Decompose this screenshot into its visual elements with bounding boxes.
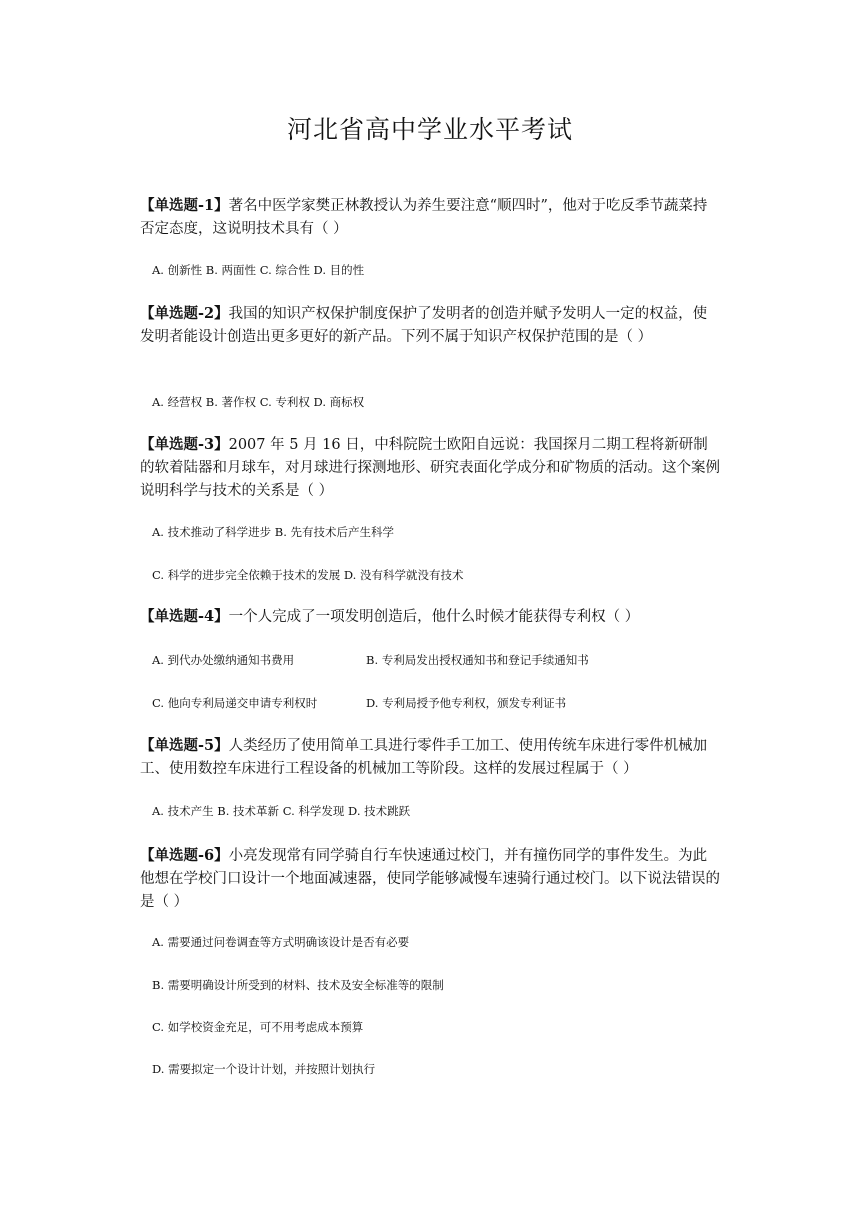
question-6-option-c: C. 如学校资金充足，可不用考虑成本预算 xyxy=(152,1020,364,1034)
question-5-options: A. 技术产生 B. 技术革新 C. 科学发现 D. 技术跳跃 xyxy=(152,804,411,818)
question-tag: 【单选题-6】 xyxy=(140,847,229,864)
question-tag: 【单选题-4】 xyxy=(140,608,229,625)
question-4-option-c: C. 他向专利局递交申请专利权时 xyxy=(152,696,318,710)
question-text: 著名中医学家樊正林教授认为养生要注意“顺四时”，他对于吃反季节蔬菜持否定态度，这说明技术具有（ ） xyxy=(140,198,708,237)
question-text: 人类经历了使用简单工具进行零件手工加工、使用传统车床进行零件机械加工、使用数控车床进行工程设备的机械加工等阶段。这样的发展过程属于（ ） xyxy=(140,738,708,777)
question-tag: 【单选题-3】 xyxy=(140,436,229,453)
question-6 xyxy=(140,844,720,914)
question-6-option-a: A. 需要通过问卷调查等方式明确该设计是否有必要 xyxy=(152,935,410,949)
question-tag: 【单选题-2】 xyxy=(140,305,229,322)
page-title: 河北省高中学业水平考试 xyxy=(286,115,573,144)
question-3-options-2: C. 科学的进步完全依赖于技术的发展 D. 没有科学就没有技术 xyxy=(152,568,464,582)
question-text: 一个人完成了一项发明创造后，他什么时候才能获得专利权（ ） xyxy=(228,609,640,625)
question-text: 小亮发现常有同学骑自行车快速通过校门，并有撞伤同学的事件发生。为此他想在学校门口设计一个地面减速器，使同学能够减慢车速骑行通过校门。以下说法错误的是（ ） xyxy=(140,848,720,910)
question-5 xyxy=(140,734,720,781)
question-4 xyxy=(140,605,720,629)
question-1-options: A. 创新性 B. 两面性 C. 综合性 D. 目的性 xyxy=(152,263,365,277)
question-4-option-b: B. 专利局发出授权通知书和登记手续通知书 xyxy=(366,653,589,667)
question-6-option-d: D. 需要拟定一个设计计划，并按照计划执行 xyxy=(152,1062,376,1076)
question-4-option-d: D. 专利局授予他专利权，颁发专利证书 xyxy=(366,696,567,710)
question-3-options-1: A. 技术推动了科学进步 B. 先有技术后产生科学 xyxy=(152,525,395,539)
question-tag: 【单选题-5】 xyxy=(140,737,229,754)
question-6-option-b: B. 需要明确设计所受到的材料、技术及安全标准等的限制 xyxy=(152,978,444,992)
question-2 xyxy=(140,302,720,349)
question-2-options: A. 经营权 B. 著作权 C. 专利权 D. 商标权 xyxy=(152,395,365,409)
question-tag: 【单选题-1】 xyxy=(140,197,229,214)
question-3 xyxy=(140,433,720,503)
question-text: 2007 年 5 月 16 日，中科院院士欧阳自远说：我国探月二期工程将新研制的软着陆器和月球车，对月球进行探测地形、研究表面化学成分和矿物质的活动。这个案例说明科学与技术的关系是（ ） xyxy=(140,437,720,499)
question-1 xyxy=(140,194,720,241)
question-text: 我国的知识产权保护制度保护了发明者的创造并赋予发明人一定的权益，使发明者能设计创造出更多更好的新产品。下列不属于知识产权保护范围的是（ ） xyxy=(140,306,708,345)
question-4-option-a: A. 到代办处缴纳通知书费用 xyxy=(152,653,295,667)
